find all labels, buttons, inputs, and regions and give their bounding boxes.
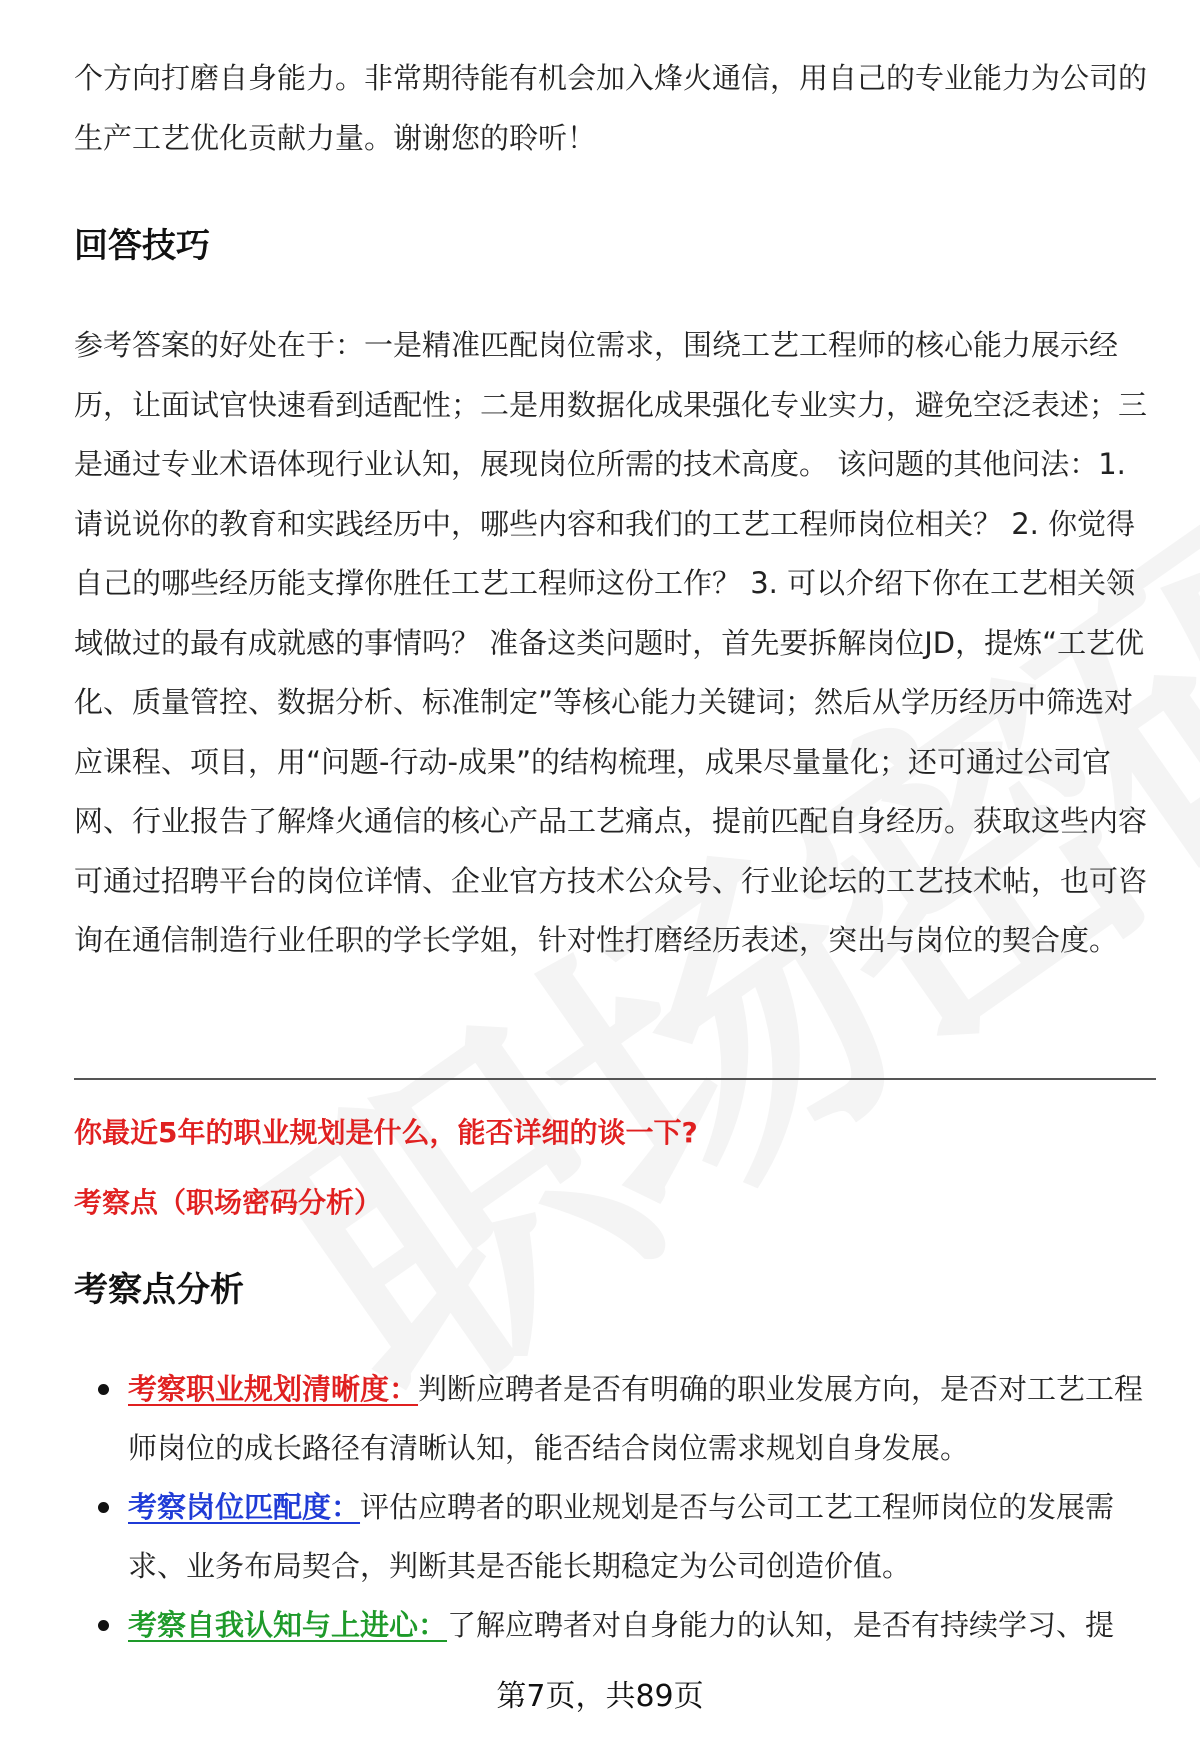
question-subtitle: 考察点（职场密码分析） bbox=[74, 1186, 383, 1219]
analysis-keyword: 考察职业规划清晰度： bbox=[128, 1372, 419, 1406]
bullet-dot-icon bbox=[98, 1384, 109, 1395]
bullet-dot-icon bbox=[98, 1502, 109, 1513]
page-number: 第7页，共89页 bbox=[496, 1679, 704, 1714]
analysis-heading: 考察点分析 bbox=[74, 1270, 244, 1310]
analysis-text: 了解应聘者对自身能力的认知，是否有持续学习、提 bbox=[447, 1608, 1115, 1642]
analysis-text: 判断应聘者是否有明确的职业发展方向，是否对工艺工程师岗位的成长路径有清晰认知，能否结合岗位需求规划自身发展。 bbox=[128, 1372, 1144, 1465]
analysis-list bbox=[74, 1360, 1156, 1655]
question-title: 你最近5年的职业规划是什么，能否详细的谈一下? bbox=[74, 1116, 698, 1149]
analysis-item-career-clarity bbox=[74, 1360, 1156, 1478]
analysis-item-self-awareness bbox=[74, 1596, 1156, 1655]
answer-tips-heading: 回答技巧 bbox=[74, 226, 210, 266]
intro-paragraph: 个方向打磨自身能力。非常期待能有机会加入烽火通信，用自己的专业能力为公司的生产工艺优化贡献力量。谢谢您的聆听！ bbox=[74, 61, 1148, 155]
analysis-keyword: 考察岗位匹配度： bbox=[128, 1490, 361, 1524]
analysis-item-job-match bbox=[74, 1478, 1156, 1596]
bullet-dot-icon bbox=[98, 1620, 109, 1631]
analysis-text: 评估应聘者的职业规划是否与公司工艺工程师岗位的发展需求、业务布局契合，判断其是否能长期稳定为公司创造价值。 bbox=[128, 1490, 1115, 1583]
section-divider bbox=[74, 1078, 1156, 1080]
answer-tips-body: 参考答案的好处在于：一是精准匹配岗位需求，围绕工艺工程师的核心能力展示经历，让面试官快速看到适配性；二是用数据化成果强化专业实力，避免空泛表述；三是通过专业术语体现行业认知，展现岗位所需的技术高度。 该问题的其他问法：1. 请说说你的教育和实践经历中，哪些内容和我们的工艺工程师岗位相关？ 2. 你觉得自己的哪些经历能支撑你胜任工艺工程师这份工作？ 3. 可以介绍下你在工艺相关领域做过的最有成就感的事情吗？ 准备这类问题时，首先要拆解岗位JD，提炼“工艺优化、质量管控、数据分析、标准制定”等核心能力关键词；然后从学历经历中筛选对应课程、项目，用“问题-行动-成果”的结构梳理，成果尽量量化；还可通过公司官网、行业报告了解烽火通信的核心产品工艺痛点，提前匹配自身经历。获取这些内容可通过招聘平台的岗位详情、企业官方技术公众号、行业论坛的工艺技术帖，也可咨询在通信制造行业任职的学长学姐，针对性打磨经历表述，突出与岗位的契合度。 bbox=[74, 328, 1148, 957]
analysis-keyword: 考察自我认知与上进心： bbox=[128, 1608, 448, 1642]
